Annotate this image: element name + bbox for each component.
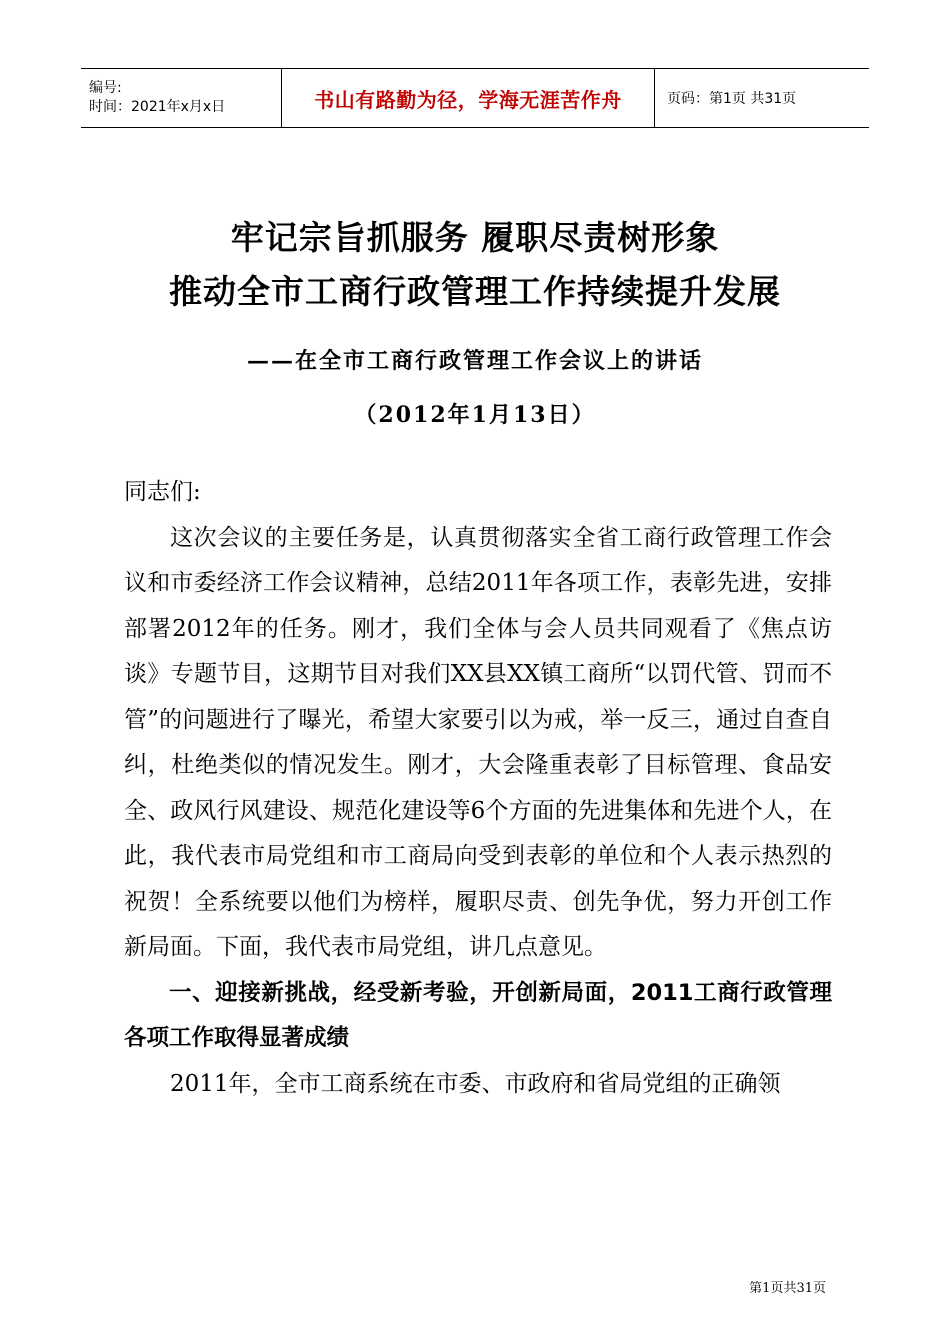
motto-text: 书山有路勤为径，学海无涯苦作舟	[314, 87, 622, 112]
speech-date: （2012年1月13日）	[354, 402, 596, 428]
section-heading-1: 一、迎接新挑战，经受新考验，开创新局面，2011工商行政管理各项工作取得显著成绩	[124, 979, 832, 1051]
time-label: 时间：2021年x月x日	[89, 99, 226, 115]
speech-subtitle: ——在全市工商行政管理工作会议上的讲话	[246, 348, 703, 374]
page-footer: 第1页共31页	[749, 1281, 826, 1296]
document-body	[124, 470, 832, 1107]
header-meta-cell	[81, 69, 281, 127]
header-page-cell	[655, 69, 869, 127]
paragraph-intro: 这次会议的主要任务是，认真贯彻落实全省工商行政管理工作会议和市委经济工作会议精神，总结2011年各项工作，表彰先进，安排部署2012年的任务。刚才，我们全体与会人员共同观看了《焦点访谈》专题节目，这期节目对我们XX县XX镇工商所“以罚代管、罚而不管”的问题进行了曝光，希望大家要引以为戒，举一反三，通过自查自纠，杜绝类似的情况发生。刚才，大会隆重表彰了目标管理、食品安全、政风行风建设、规范化建设等6个方面的先进集体和先进个人，在此，我代表市局党组和市工商局向受到表彰的单位和个人表示热烈的祝贺！全系统要以他们为榜样，履职尽责、创先争优，努力开创工作新局面。下面，我代表市局党组，讲几点意见。	[124, 524, 832, 960]
document-header	[81, 68, 869, 128]
header-motto-cell	[281, 69, 655, 127]
number-label: 编号:	[89, 80, 122, 96]
salutation: 同志们:	[124, 479, 201, 505]
paragraph-2011-review: 2011年，全市工商系统在市委、市政府和省局党组的正确领	[170, 1070, 781, 1097]
title-line-2: 推动全市工商行政管理工作持续提升发展	[169, 272, 781, 311]
title-line-1: 牢记宗旨抓服务 履职尽责树形象	[230, 218, 720, 257]
header-page-info: 页码：第1页 共31页	[667, 91, 797, 107]
